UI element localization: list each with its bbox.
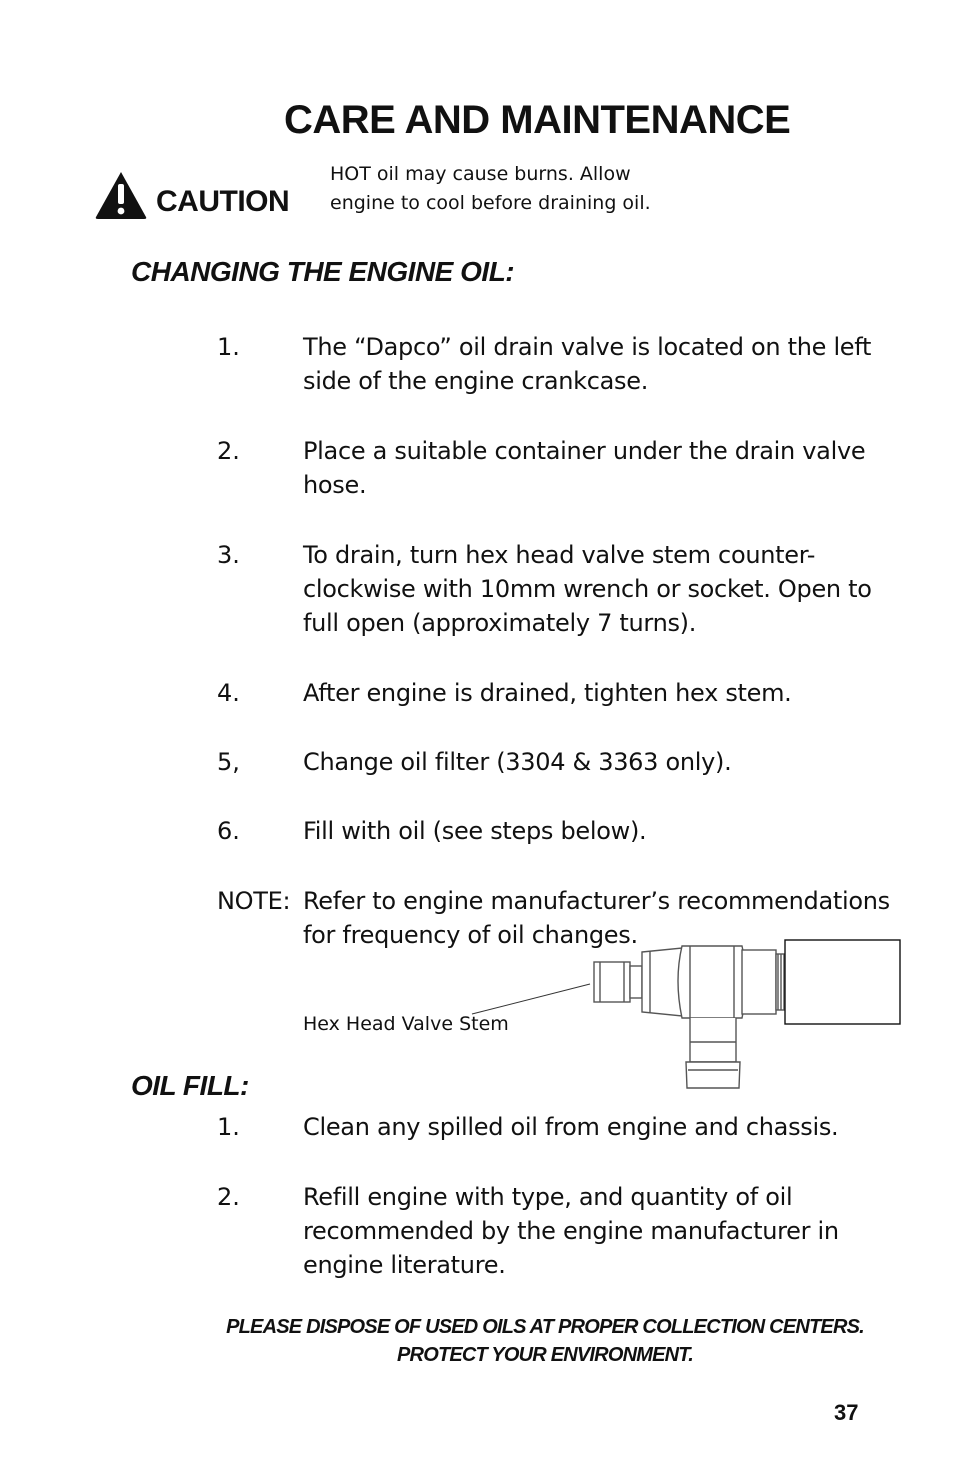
dispose-notice	[150, 1313, 940, 1369]
oil-fill-heading: OIL FILL:	[131, 1070, 249, 1101]
step-number: 3.	[217, 541, 240, 569]
step-text: The “Dapco” oil drain valve is located on the left side of the engine crankcase.	[303, 333, 872, 395]
step-text: Clean any spilled oil from engine and chassis.	[303, 1113, 839, 1141]
note-label: NOTE:	[217, 887, 291, 915]
changing-oil-heading: CHANGING THE ENGINE OIL:	[131, 256, 515, 287]
caution-text: HOT oil may cause burns. Allow engine to cool before draining oil.	[330, 163, 651, 214]
step-text: Refill engine with type, and quantity of oil recommended by the engine manufacturer in engine literature.	[303, 1183, 839, 1279]
warning-triangle-icon	[94, 170, 148, 220]
page-number: 37	[834, 1400, 859, 1425]
step-number: 4.	[217, 679, 240, 707]
step-text: Change oil filter (3304 & 3363 only).	[303, 748, 732, 776]
step-text: Place a suitable container under the drain valve hose.	[303, 437, 866, 499]
step-number: 6.	[217, 817, 240, 845]
diagram-callout-label: Hex Head Valve Stem	[303, 1013, 509, 1035]
page-title: CARE AND MAINTENANCE	[284, 98, 791, 142]
step-text: After engine is drained, tighten hex stem.	[303, 679, 792, 707]
step-number: 2.	[217, 437, 240, 465]
step-number: 1.	[217, 333, 240, 361]
step-number: 5,	[217, 748, 240, 776]
caution-label: CAUTION	[156, 185, 290, 218]
step-number: 1.	[217, 1113, 240, 1141]
dispose-line-2: PROTECT YOUR ENVIRONMENT.	[397, 1344, 693, 1366]
drain-valve-diagram	[460, 930, 910, 1095]
step-text: To drain, turn hex head valve stem counter-clockwise with 10mm wrench or socket. Open to full open (approximately 7 turns).	[303, 541, 872, 637]
step-text: Fill with oil (see steps below).	[303, 817, 647, 845]
note-text: Refer to engine manufacturer’s recommendations for frequency of oil changes.	[303, 887, 890, 949]
dispose-line-1: PLEASE DISPOSE OF USED OILS AT PROPER COLLECTION CENTERS.	[226, 1316, 864, 1338]
step-number: 2.	[217, 1183, 240, 1211]
